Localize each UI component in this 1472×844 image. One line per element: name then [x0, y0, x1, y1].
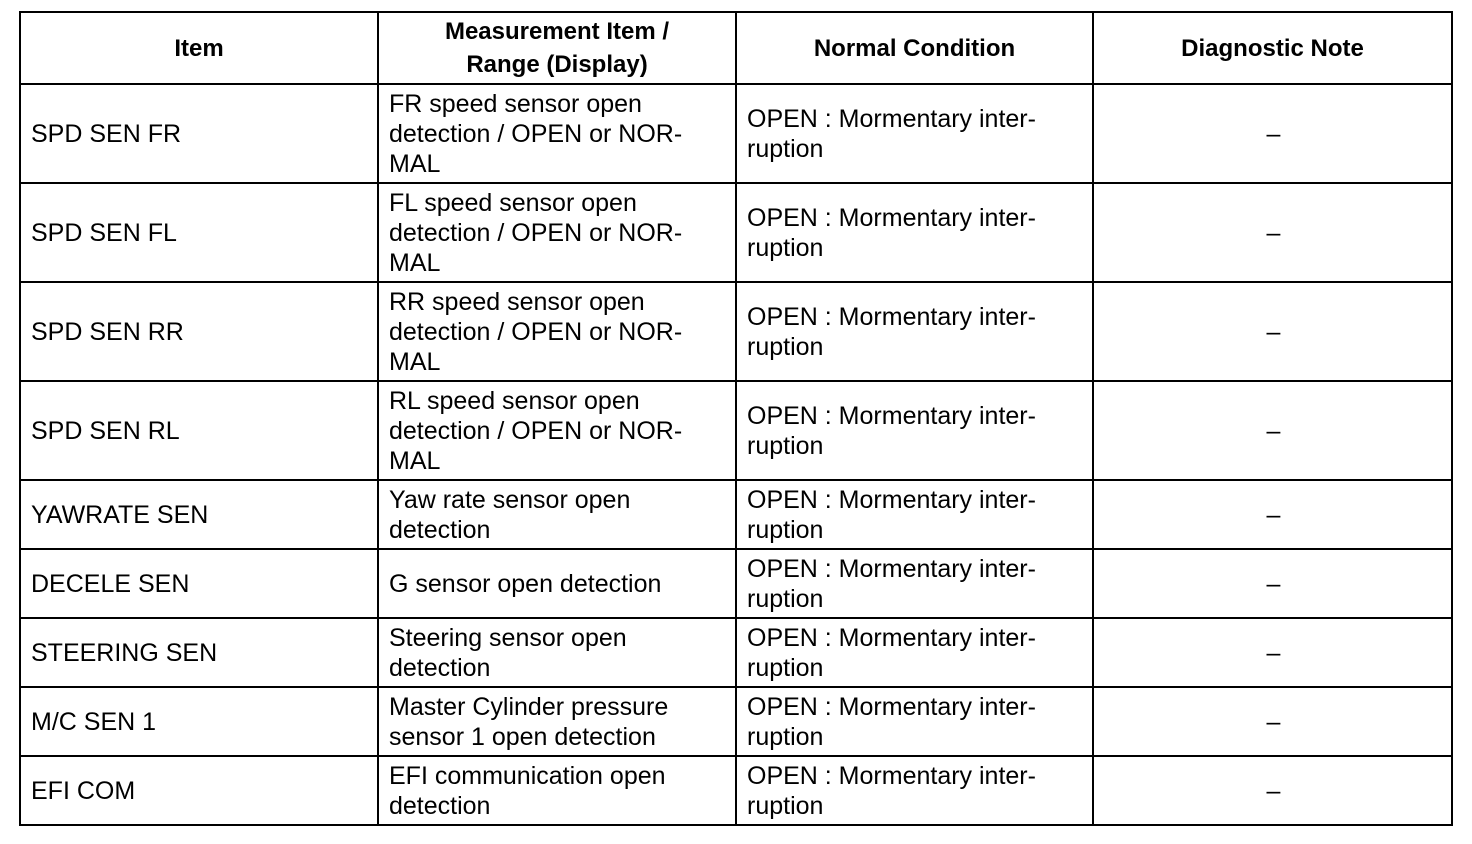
cell-measurement: FR speed sensor open detection / OPEN or NOR- MAL [378, 84, 736, 183]
cell-diagnostic-note: – [1093, 183, 1452, 282]
table-row [20, 756, 1452, 825]
cell-item: SPD SEN RR [20, 282, 378, 381]
cell-normal-condition: OPEN : Mormentary inter- ruption [736, 282, 1093, 381]
cell-item: EFI COM [20, 756, 378, 825]
cell-measurement: RR speed sensor open detection / OPEN or NOR- MAL [378, 282, 736, 381]
diagnostic-table [19, 11, 1453, 826]
cell-measurement: Steering sensor open detection [378, 618, 736, 687]
cell-diagnostic-note: – [1093, 687, 1452, 756]
table-row [20, 687, 1452, 756]
header-measurement: Measurement Item / Range (Display) [378, 12, 736, 84]
cell-item: SPD SEN FR [20, 84, 378, 183]
header-item: Item [20, 12, 378, 84]
cell-item: STEERING SEN [20, 618, 378, 687]
cell-diagnostic-note: – [1093, 756, 1452, 825]
cell-measurement: FL speed sensor open detection / OPEN or NOR- MAL [378, 183, 736, 282]
cell-item: M/C SEN 1 [20, 687, 378, 756]
cell-diagnostic-note: – [1093, 282, 1452, 381]
cell-measurement: EFI communication open detection [378, 756, 736, 825]
cell-diagnostic-note: – [1093, 84, 1452, 183]
cell-normal-condition: OPEN : Mormentary inter- ruption [736, 756, 1093, 825]
cell-measurement: Master Cylinder pressure sensor 1 open detection [378, 687, 736, 756]
cell-item: SPD SEN RL [20, 381, 378, 480]
cell-measurement: G sensor open detection [378, 549, 736, 618]
table-row [20, 381, 1452, 480]
table-row [20, 84, 1452, 183]
table-row [20, 183, 1452, 282]
cell-measurement: RL speed sensor open detection / OPEN or NOR- MAL [378, 381, 736, 480]
cell-diagnostic-note: – [1093, 618, 1452, 687]
cell-normal-condition: OPEN : Mormentary inter- ruption [736, 687, 1093, 756]
cell-measurement: Yaw rate sensor open detection [378, 480, 736, 549]
cell-item: SPD SEN FL [20, 183, 378, 282]
cell-normal-condition: OPEN : Mormentary inter- ruption [736, 480, 1093, 549]
table-header-row [20, 12, 1452, 84]
cell-normal-condition: OPEN : Mormentary inter- ruption [736, 183, 1093, 282]
header-diagnostic-note: Diagnostic Note [1093, 12, 1452, 84]
cell-diagnostic-note: – [1093, 480, 1452, 549]
cell-normal-condition: OPEN : Mormentary inter- ruption [736, 84, 1093, 183]
table-row [20, 549, 1452, 618]
cell-normal-condition: OPEN : Mormentary inter- ruption [736, 618, 1093, 687]
cell-diagnostic-note: – [1093, 549, 1452, 618]
cell-item: YAWRATE SEN [20, 480, 378, 549]
cell-item: DECELE SEN [20, 549, 378, 618]
cell-diagnostic-note: – [1093, 381, 1452, 480]
cell-normal-condition: OPEN : Mormentary inter- ruption [736, 549, 1093, 618]
table-row [20, 282, 1452, 381]
cell-normal-condition: OPEN : Mormentary inter- ruption [736, 381, 1093, 480]
table-row [20, 480, 1452, 549]
header-normal-condition: Normal Condition [736, 12, 1093, 84]
table-row [20, 618, 1452, 687]
